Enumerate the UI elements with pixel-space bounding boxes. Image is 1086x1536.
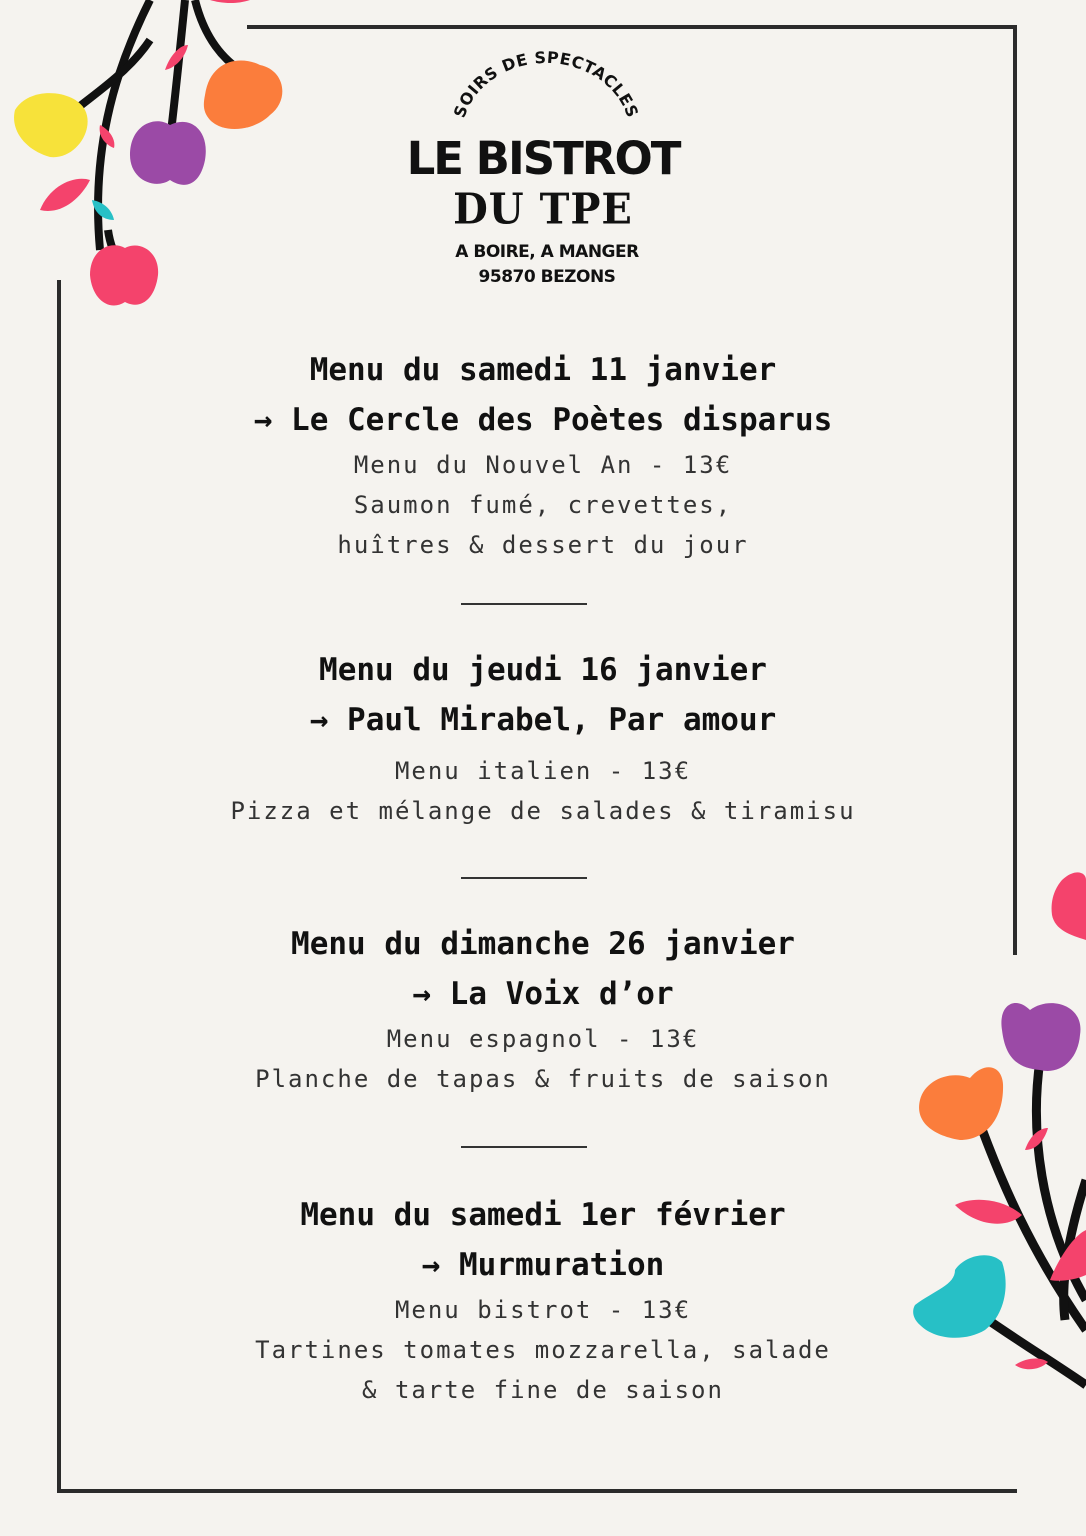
menu-description-line: Planche de tapas & fruits de saison: [255, 1065, 831, 1093]
menu-description-line: Saumon fumé, crevettes,: [353, 491, 733, 519]
menu-show: → Paul Mirabel, Par amour: [309, 702, 777, 738]
logo-subtitle: DU TPE: [453, 184, 633, 235]
menu-item: [0, 919, 1086, 1099]
menu-item: [0, 345, 1086, 565]
menu-date: Menu du dimanche 26 janvier: [291, 926, 795, 962]
arc-text: SOIRS DE SPECTACLES: [449, 47, 643, 121]
separator: [461, 877, 587, 879]
logo: [0, 0, 1086, 310]
menu-show: → Le Cercle des Poètes disparus: [253, 402, 833, 438]
menu-date: Menu du samedi 1er février: [300, 1197, 786, 1233]
menu-title-line: Menu italien - 13€: [394, 757, 692, 785]
menu-description-line: & tarte fine de saison: [362, 1376, 724, 1404]
menu-title-line: Menu du Nouvel An - 13€: [353, 451, 733, 479]
menu-date: Menu du samedi 11 janvier: [309, 352, 777, 388]
menu-title-line: Menu bistrot - 13€: [394, 1296, 692, 1324]
menu-item: [0, 645, 1086, 831]
logo-address: 95870 BEZONS: [478, 267, 616, 287]
separator: [461, 1146, 587, 1148]
menu-title-line: Menu espagnol - 13€: [386, 1025, 700, 1053]
separator: [461, 603, 587, 605]
menu-show: → Murmuration: [421, 1247, 665, 1283]
menu-date: Menu du jeudi 16 janvier: [319, 652, 767, 688]
logo-title: LE BISTROT: [406, 132, 680, 185]
svg-text:SOIRS DE SPECTACLES: [450, 48, 642, 120]
menu-description-line: Pizza et mélange de salades & tiramisu: [230, 797, 856, 825]
menu-description-line: Tartines tomates mozzarella, salade: [255, 1336, 831, 1364]
menu-show: → La Voix d’or: [412, 976, 674, 1012]
menu-item: [0, 1190, 1086, 1410]
menu-description-line: huîtres & dessert du jour: [337, 531, 749, 559]
logo-tagline: A BOIRE, A MANGER: [455, 242, 639, 262]
